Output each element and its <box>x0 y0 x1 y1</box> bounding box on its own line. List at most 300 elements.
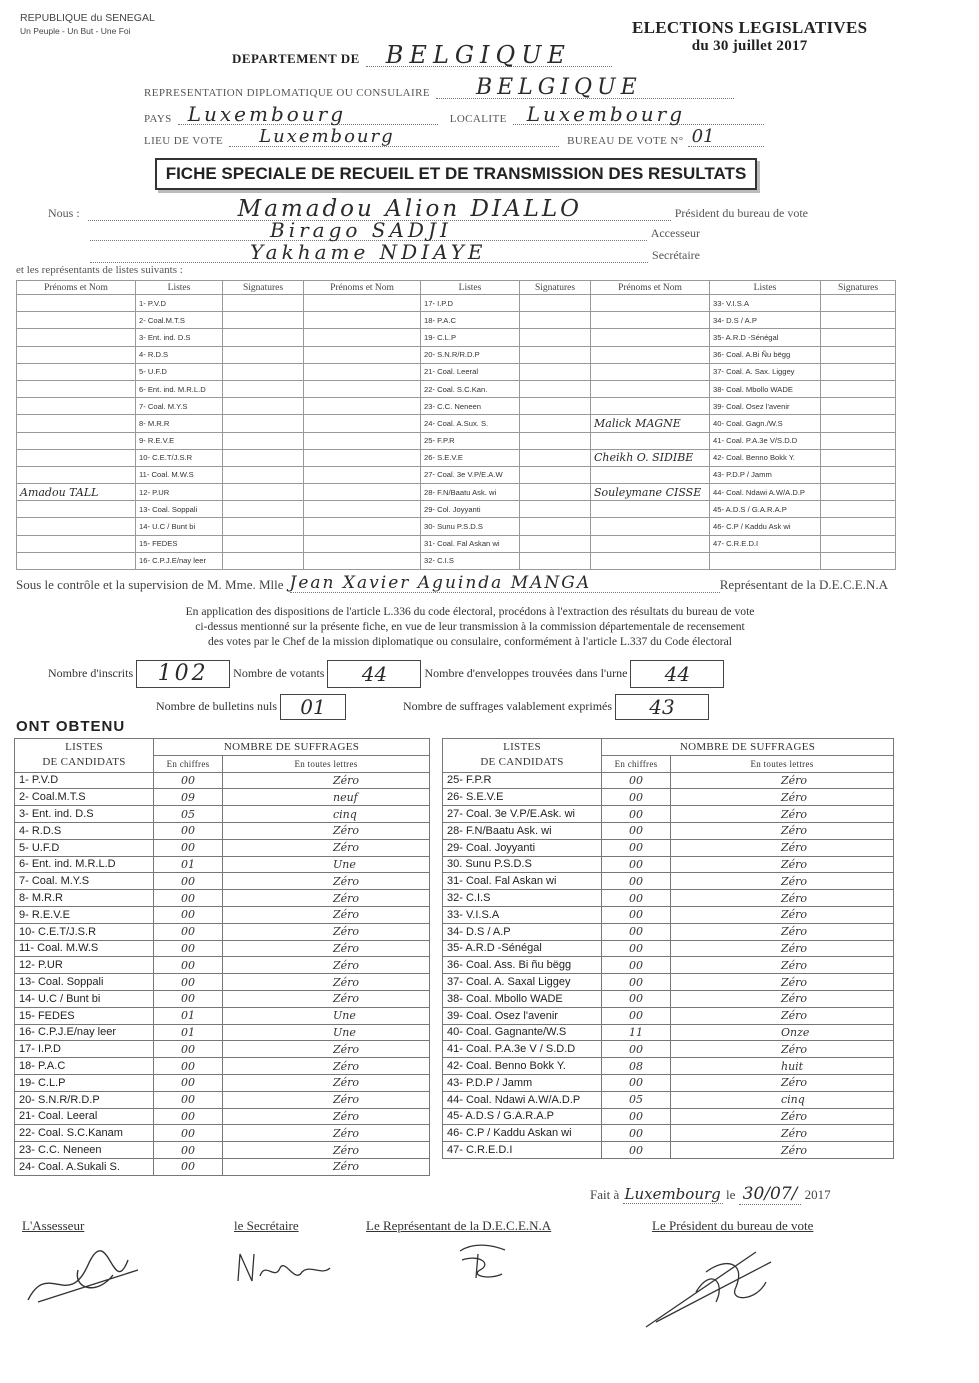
reps-name-cell <box>17 449 136 466</box>
result-figures: 00 <box>154 940 223 957</box>
reps-signature-cell <box>520 380 591 397</box>
result-figures: 00 <box>602 839 671 856</box>
result-figures: 00 <box>154 1074 223 1091</box>
reps-name-cell <box>17 415 136 432</box>
reps-name-cell <box>591 329 710 346</box>
legal-line: En application des dispositions de l'article L.336 du code électoral, procédons à l'extraction des résultats du bureau de vote <box>185 605 755 618</box>
reps-list-cell <box>710 552 821 569</box>
result-words: Zéro <box>671 890 894 907</box>
reps-name-cell <box>17 535 136 552</box>
reps-list-cell: 30- Sunu P.S.D.S <box>421 518 520 535</box>
reps-name-cell <box>304 415 421 432</box>
col-lists-label: LISTES <box>503 741 541 754</box>
result-figures: 05 <box>602 1091 671 1108</box>
result-words: Zéro <box>671 923 894 940</box>
fait-a-place: Luxembourg <box>624 1185 721 1203</box>
result-words: Zéro <box>671 789 894 806</box>
result-list-name: 30. Sunu P.S.D.S <box>443 856 602 873</box>
reps-col-name: Prénoms et Nom <box>17 281 136 295</box>
result-list-name: 5- U.F.D <box>15 839 154 856</box>
bureau-value: 01 <box>688 128 764 147</box>
reps-name-cell <box>17 329 136 346</box>
results-row <box>443 1058 894 1075</box>
result-words: Zéro <box>671 856 894 873</box>
result-words: Zéro <box>671 1125 894 1142</box>
result-list-name: 46- C.P / Kaddu Askan wi <box>443 1125 602 1142</box>
results-row <box>443 1091 894 1108</box>
results-row <box>443 1074 894 1091</box>
reps-row <box>17 380 896 397</box>
result-words: Zéro <box>671 772 894 789</box>
reps-signature-cell <box>520 535 591 552</box>
results-row <box>443 839 894 856</box>
results-row <box>15 974 430 991</box>
reps-name-cell <box>304 484 421 501</box>
reps-list-cell: 45- A.D.S / G.A.R.A.P <box>710 501 821 518</box>
result-words: Zéro <box>223 906 430 923</box>
exprimes-label: Nombre de suffrages valablement exprimés <box>402 698 613 713</box>
col-letters: En toutes lettres <box>671 755 894 772</box>
enveloppes-label: Nombre d'enveloppes trouvées dans l'urne <box>424 665 628 680</box>
result-figures: 00 <box>154 873 223 890</box>
reps-name-cell <box>17 295 136 312</box>
reps-name-cell <box>591 346 710 363</box>
results-row <box>443 923 894 940</box>
result-list-name: 16- C.P.J.E/nay leer <box>15 1024 154 1041</box>
result-figures: 00 <box>602 806 671 823</box>
reps-list-cell: 27- Coal. 3e V.P/E.A.W <box>421 466 520 483</box>
results-row <box>443 873 894 890</box>
reps-signature-cell <box>223 484 304 501</box>
result-figures: 09 <box>154 789 223 806</box>
results-row <box>443 1041 894 1058</box>
enveloppes-box: 44 <box>630 660 724 688</box>
result-figures: 00 <box>154 906 223 923</box>
reps-col-lists: Listes <box>421 281 520 295</box>
reps-signature-cell <box>821 449 896 466</box>
reps-name-cell <box>304 380 421 397</box>
sig-label-secretaire: le Secrétaire <box>234 1218 299 1233</box>
col-lists-label: LISTES <box>65 741 103 754</box>
reps-signature-cell <box>223 535 304 552</box>
reps-list-cell: 8- M.R.R <box>136 415 223 432</box>
result-figures: 00 <box>154 1142 223 1159</box>
result-figures: 00 <box>602 923 671 940</box>
reps-list-cell: 13- Coal. Soppali <box>136 501 223 518</box>
reps-name-cell <box>17 466 136 483</box>
result-list-name: 29- Coal. Joyyanti <box>443 839 602 856</box>
representation-label: REPRESENTATION DIPLOMATIQUE OU CONSULAIRE <box>144 87 430 99</box>
votants-label: Nombre de votants <box>233 665 325 680</box>
result-list-name: 9- R.E.V.E <box>15 906 154 923</box>
reps-list-cell: 35- A.R.D -Sénégal <box>710 329 821 346</box>
result-list-name: 43- P.D.P / Jamm <box>443 1074 602 1091</box>
departement-label: DEPARTEMENT DE <box>232 51 360 66</box>
reps-signature-cell <box>821 398 896 415</box>
reps-name-cell <box>304 363 421 380</box>
reps-name-cell <box>591 432 710 449</box>
result-words: Zéro <box>671 957 894 974</box>
results-row <box>15 1041 430 1058</box>
result-figures: 00 <box>602 873 671 890</box>
results-row <box>443 789 894 806</box>
ont-obtenu-title: ONT OBTENU <box>16 718 126 735</box>
reps-signature-cell <box>520 484 591 501</box>
reps-signature-cell <box>223 501 304 518</box>
departement-row <box>232 41 612 69</box>
col-lists-label-2: DE CANDIDATS <box>42 756 126 769</box>
results-row <box>443 1142 894 1159</box>
result-words: Une <box>223 1007 430 1024</box>
reps-signature-cell <box>223 415 304 432</box>
result-list-name: 22- Coal. S.C.Kanam <box>15 1125 154 1142</box>
result-figures: 00 <box>602 906 671 923</box>
result-list-name: 40- Coal. Gagnante/W.S <box>443 1024 602 1041</box>
reps-name-cell <box>591 295 710 312</box>
result-list-name: 33- V.I.S.A <box>443 906 602 923</box>
reps-name-cell <box>17 398 136 415</box>
reps-list-cell: 28- F.N/Baatu Ask. wi <box>421 484 520 501</box>
reps-name-cell <box>591 363 710 380</box>
representation-row <box>144 75 734 100</box>
reps-name-cell <box>591 501 710 518</box>
reps-list-cell: 44- Coal. Ndawi A.W/A.D.P <box>710 484 821 501</box>
result-words: Zéro <box>671 1007 894 1024</box>
result-words: huit <box>671 1058 894 1075</box>
reps-signature-cell <box>520 312 591 329</box>
reps-name-cell <box>304 501 421 518</box>
reps-list-cell: 42- Coal. Benno Bokk Y. <box>710 449 821 466</box>
result-list-name: 19- C.L.P <box>15 1074 154 1091</box>
reps-list-cell: 26- S.E.V.E <box>421 449 520 466</box>
result-words: Zéro <box>223 1074 430 1091</box>
result-words: Zéro <box>671 940 894 957</box>
le-label: le <box>726 1187 736 1202</box>
results-row <box>15 856 430 873</box>
results-row <box>443 906 894 923</box>
result-figures: 00 <box>154 772 223 789</box>
results-row <box>443 974 894 991</box>
results-col-lists <box>15 739 154 773</box>
reps-name-cell <box>304 535 421 552</box>
result-figures: 00 <box>154 1091 223 1108</box>
result-figures: 00 <box>602 1108 671 1125</box>
results-row <box>443 890 894 907</box>
result-figures: 00 <box>154 957 223 974</box>
legal-text <box>40 604 900 649</box>
nuls-box: 01 <box>280 694 346 720</box>
reps-list-cell: 12- P.UR <box>136 484 223 501</box>
reps-name-cell <box>17 552 136 569</box>
results-row <box>15 789 430 806</box>
reps-signature-cell <box>821 312 896 329</box>
results-row <box>15 1058 430 1075</box>
reps-row <box>17 363 896 380</box>
representation-value: BELGIQUE <box>436 78 734 99</box>
result-words: Zéro <box>223 822 430 839</box>
reps-list-cell: 14- U.C / Bunt bi <box>136 518 223 535</box>
reps-row <box>17 346 896 363</box>
result-words: Zéro <box>223 839 430 856</box>
reps-signature-cell <box>821 535 896 552</box>
reps-name-cell: Malick MAGNE <box>591 415 710 432</box>
reps-signature-cell <box>520 449 591 466</box>
election-title: ELECTIONS LEGISLATIVES <box>632 18 868 37</box>
reps-name-cell <box>17 312 136 329</box>
reps-list-cell: 15- FEDES <box>136 535 223 552</box>
results-row <box>15 957 430 974</box>
reps-name-cell: Cheikh O. SIDIBE <box>591 449 710 466</box>
reps-list-cell: 32- C.I.S <box>421 552 520 569</box>
inscrits-label: Nombre d'inscrits <box>48 665 134 680</box>
sig-label-president: Le Président du bureau de vote <box>652 1218 814 1233</box>
lieu-label: LIEU DE VOTE <box>144 135 224 147</box>
results-row <box>15 923 430 940</box>
result-list-name: 26- S.E.V.E <box>443 789 602 806</box>
reps-signature-cell <box>821 518 896 535</box>
result-list-name: 4- R.D.S <box>15 822 154 839</box>
results-row <box>15 1007 430 1024</box>
result-list-name: 1- P.V.D <box>15 772 154 789</box>
results-row <box>15 1074 430 1091</box>
result-words: Zéro <box>223 1125 430 1142</box>
col-figures: En chiffres <box>154 755 223 772</box>
result-figures: 00 <box>602 789 671 806</box>
reps-row <box>17 466 896 483</box>
secretaire-row <box>90 242 700 263</box>
reps-signature-cell <box>520 466 591 483</box>
reps-list-cell: 16- C.P.J.E/nay leer <box>136 552 223 569</box>
reps-list-cell: 6- Ent. ind. M.R.L.D <box>136 380 223 397</box>
reps-name-cell <box>304 346 421 363</box>
exprimes-box: 43 <box>615 694 709 720</box>
reps-intro: et les représentants de listes suivants : <box>16 264 183 276</box>
result-figures: 00 <box>602 822 671 839</box>
results-row <box>443 1024 894 1041</box>
result-figures: 01 <box>154 856 223 873</box>
result-figures: 01 <box>154 1007 223 1024</box>
reps-signature-cell <box>223 380 304 397</box>
result-words: cinq <box>223 806 430 823</box>
reps-signature-cell <box>821 466 896 483</box>
result-list-name: 20- S.N.R/R.D.P <box>15 1091 154 1108</box>
result-words: neuf <box>223 789 430 806</box>
reps-signature-cell <box>520 363 591 380</box>
result-list-name: 21- Coal. Leeral <box>15 1108 154 1125</box>
assesseur-name: Birago SADJI <box>90 220 647 241</box>
result-figures: 00 <box>154 1125 223 1142</box>
result-words: Zéro <box>223 1108 430 1125</box>
result-words: Zéro <box>671 873 894 890</box>
result-figures: 11 <box>602 1024 671 1041</box>
reps-list-cell: 17- I.P.D <box>421 295 520 312</box>
result-figures: 00 <box>602 1142 671 1159</box>
result-figures: 01 <box>154 1024 223 1041</box>
reps-row <box>17 518 896 535</box>
result-words: Zéro <box>671 1142 894 1159</box>
reps-signature-cell <box>821 432 896 449</box>
results-row <box>15 1091 430 1108</box>
results-row <box>443 772 894 789</box>
reps-list-cell: 33- V.I.S.A <box>710 295 821 312</box>
results-row <box>443 940 894 957</box>
col-letters: En toutes lettres <box>223 755 430 772</box>
reps-name-cell <box>304 518 421 535</box>
reps-list-cell: 25- F.P.R <box>421 432 520 449</box>
results-col-votes: NOMBRE DE SUFFRAGES <box>154 739 430 756</box>
reps-signature-cell <box>223 398 304 415</box>
form-title: FICHE SPECIALE DE RECUEIL ET DE TRANSMISSION DES RESULTATS <box>155 158 757 190</box>
results-row <box>443 856 894 873</box>
reps-row <box>17 484 896 501</box>
reps-name-cell <box>17 363 136 380</box>
reps-list-cell: 47- C.R.E.D.I <box>710 535 821 552</box>
result-list-name: 38- Coal. Mbollo WADE <box>443 990 602 1007</box>
result-figures: 00 <box>602 990 671 1007</box>
reps-signature-cell <box>520 398 591 415</box>
reps-list-cell: 1- P.V.D <box>136 295 223 312</box>
reps-name-cell <box>17 346 136 363</box>
result-list-name: 31- Coal. Fal Askan wi <box>443 873 602 890</box>
results-row <box>15 990 430 1007</box>
reps-col-signatures: Signatures <box>821 281 896 295</box>
reps-signature-cell <box>821 329 896 346</box>
reps-list-cell: 3- Ent. ind. D.S <box>136 329 223 346</box>
reps-list-cell: 23- C.C. Neneen <box>421 398 520 415</box>
legal-line: des votes par le Chef de la mission diplomatique ou consulaire, conformément à l'article L.337 du Code électoral <box>208 635 732 648</box>
reps-name-cell <box>304 312 421 329</box>
result-words: Zéro <box>223 940 430 957</box>
reps-row <box>17 501 896 518</box>
result-figures: 08 <box>602 1058 671 1075</box>
lieu-row <box>144 128 764 147</box>
reps-signature-cell <box>223 346 304 363</box>
result-figures: 00 <box>602 890 671 907</box>
result-figures: 00 <box>154 1041 223 1058</box>
result-list-name: 17- I.P.D <box>15 1041 154 1058</box>
reps-row <box>17 398 896 415</box>
reps-signature-cell <box>520 501 591 518</box>
signature-president <box>636 1232 786 1342</box>
assesseur-row <box>90 220 700 241</box>
result-words: Zéro <box>223 990 430 1007</box>
results-row <box>15 890 430 907</box>
reps-signature-cell <box>520 329 591 346</box>
reps-row <box>17 432 896 449</box>
results-table-right <box>442 738 894 1159</box>
reps-signature-cell <box>223 312 304 329</box>
result-words: Zéro <box>223 1142 430 1159</box>
result-words: Zéro <box>223 957 430 974</box>
result-words: Une <box>223 856 430 873</box>
reps-col-lists: Listes <box>710 281 821 295</box>
result-list-name: 41- Coal. P.A.3e V / S.D.D <box>443 1041 602 1058</box>
president-name: Mamadou Alion DIALLO <box>88 198 671 221</box>
reps-signature-cell <box>223 552 304 569</box>
result-figures: 00 <box>602 940 671 957</box>
result-figures: 00 <box>154 1158 223 1175</box>
reps-name-cell <box>304 398 421 415</box>
result-figures: 00 <box>154 990 223 1007</box>
reps-signature-cell <box>223 295 304 312</box>
result-list-name: 7- Coal. M.Y.S <box>15 873 154 890</box>
reps-signature-cell <box>520 518 591 535</box>
result-list-name: 42- Coal. Benno Bokk Y. <box>443 1058 602 1075</box>
result-list-name: 37- Coal. A. Saxal Liggey <box>443 974 602 991</box>
fait-a-label: Fait à <box>590 1187 620 1202</box>
reps-signature-cell <box>520 346 591 363</box>
result-words: Zéro <box>671 1074 894 1091</box>
reps-list-cell: 2- Coal.M.T.S <box>136 312 223 329</box>
pays-label: PAYS <box>144 113 172 125</box>
republic-header <box>20 12 155 38</box>
reps-signature-cell <box>520 432 591 449</box>
reps-signature-cell <box>821 415 896 432</box>
reps-name-cell <box>304 552 421 569</box>
sig-label-assesseur: L'Assesseur <box>22 1218 85 1233</box>
fait-a-year: 2017 <box>804 1187 831 1202</box>
result-figures: 00 <box>602 957 671 974</box>
reps-signature-cell <box>821 363 896 380</box>
result-list-name: 32- C.I.S <box>443 890 602 907</box>
pays-value: Luxembourg <box>178 104 438 125</box>
result-list-name: 15- FEDES <box>15 1007 154 1024</box>
result-figures: 00 <box>602 1125 671 1142</box>
reps-name-cell <box>304 329 421 346</box>
nuls-label: Nombre de bulletins nuls <box>156 698 277 713</box>
pays-row <box>144 104 764 125</box>
supervision-row <box>16 574 888 593</box>
reps-name-cell <box>17 380 136 397</box>
reps-name-cell <box>591 312 710 329</box>
reps-signature-cell <box>520 415 591 432</box>
reps-row <box>17 449 896 466</box>
results-row <box>15 906 430 923</box>
reps-row <box>17 552 896 569</box>
result-words: Zéro <box>223 1041 430 1058</box>
reps-name-cell: Amadou TALL <box>17 484 136 501</box>
reps-name-cell <box>591 535 710 552</box>
reps-list-cell: 37- Coal. A. Sax. Liggey <box>710 363 821 380</box>
result-figures: 00 <box>602 1074 671 1091</box>
result-figures: 00 <box>154 839 223 856</box>
reps-list-cell: 41- Coal. P.A.3e V/S.D.D <box>710 432 821 449</box>
result-list-name: 44- Coal. Ndawi A.W/A.D.P <box>443 1091 602 1108</box>
reps-col-signatures: Signatures <box>520 281 591 295</box>
fait-a-date: 30/07/ <box>739 1184 802 1205</box>
reps-signature-cell <box>821 552 896 569</box>
results-row <box>15 1158 430 1175</box>
secretaire-name: Yakhame NDIAYE <box>90 242 648 263</box>
localite-label: LOCALITE <box>449 113 507 125</box>
reps-name-cell <box>17 518 136 535</box>
counts-row-2 <box>156 694 709 720</box>
result-list-name: 14- U.C / Bunt bi <box>15 990 154 1007</box>
reps-signature-cell <box>821 380 896 397</box>
reps-list-cell: 20- S.N.R/R.D.P <box>421 346 520 363</box>
reps-signature-cell <box>223 466 304 483</box>
reps-name-cell <box>591 398 710 415</box>
results-row <box>15 839 430 856</box>
departement-value: BELGIQUE <box>366 44 612 67</box>
nous-label: Nous : <box>48 206 80 220</box>
results-row <box>443 806 894 823</box>
sig-label-representant: Le Représentant de la D.E.C.E.N.A <box>366 1218 552 1233</box>
lieu-value: Luxembourg <box>229 128 559 147</box>
reps-signature-cell <box>821 501 896 518</box>
results-table-left <box>14 738 430 1176</box>
reps-col-signatures: Signatures <box>223 281 304 295</box>
